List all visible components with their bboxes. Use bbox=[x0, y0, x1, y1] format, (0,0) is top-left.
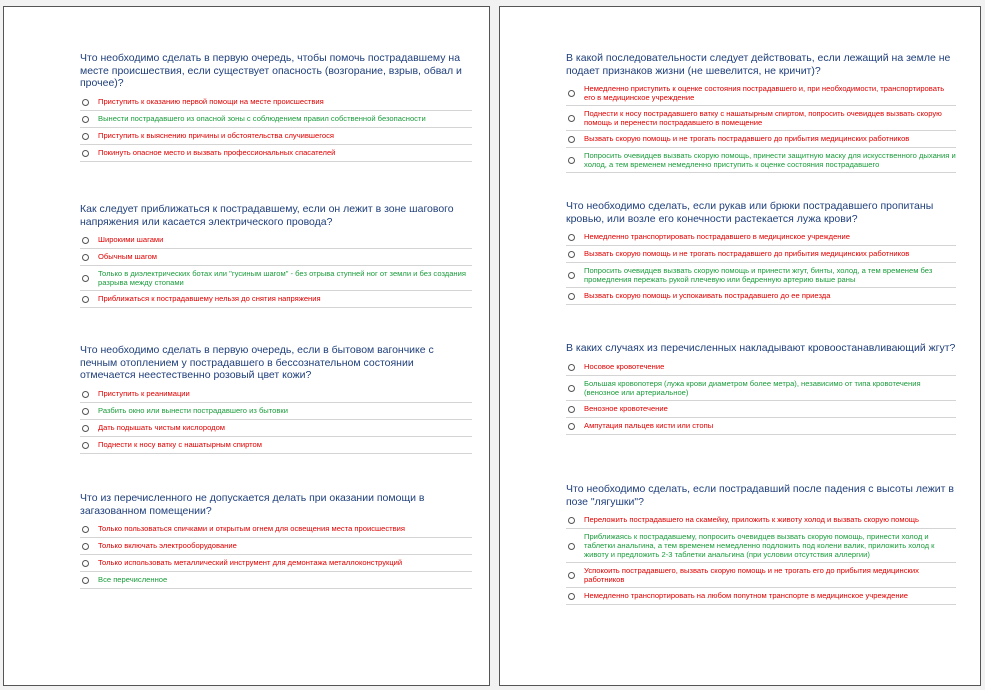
radio-button[interactable] bbox=[82, 254, 89, 261]
radio-button[interactable] bbox=[82, 99, 89, 106]
answer-option[interactable] bbox=[566, 563, 956, 588]
radio-button[interactable] bbox=[568, 136, 575, 143]
answer-option[interactable] bbox=[80, 420, 472, 437]
question-text: Как следует приближаться к пострадавшему, если он лежит в зоне шагового напряжения или касается электрического провода? bbox=[80, 203, 454, 228]
radio-button[interactable] bbox=[568, 572, 575, 579]
answer-label: Поднести к носу ватку с нашатырным спиртом bbox=[98, 439, 262, 449]
answer-option[interactable] bbox=[566, 148, 956, 173]
radio-button[interactable] bbox=[82, 275, 89, 282]
radio-button[interactable] bbox=[568, 385, 575, 392]
answer-option[interactable] bbox=[566, 588, 956, 605]
radio-button[interactable] bbox=[82, 296, 89, 303]
question-text: Что необходимо сделать в первую очередь, чтобы помочь пострадавшему на месте происшествия, если существует опасность (возгорание, взрыв, обвал и прочее)? bbox=[80, 52, 462, 89]
answer-option[interactable] bbox=[80, 249, 472, 266]
answer-option[interactable] bbox=[80, 145, 472, 162]
answer-label: Вызвать скорую помощь и успокаивать пострадавшего до ее приезда bbox=[584, 291, 831, 300]
answer-label: Вынести пострадавшего из опасной зоны с соблюдением правил собственной безопасности bbox=[98, 113, 426, 123]
answer-label: Немедленно транспортировать пострадавшего в медицинское учреждение bbox=[584, 232, 850, 241]
answer-option[interactable] bbox=[566, 106, 956, 131]
answer-label: Носовое кровотечение bbox=[584, 361, 665, 371]
radio-button[interactable] bbox=[568, 517, 575, 524]
answer-option[interactable] bbox=[80, 128, 472, 145]
answer-label: Все перечисленное bbox=[98, 575, 168, 584]
radio-button[interactable] bbox=[82, 442, 89, 449]
radio-button[interactable] bbox=[82, 577, 89, 584]
answer-option[interactable] bbox=[566, 81, 956, 106]
answer-option[interactable] bbox=[80, 521, 472, 538]
answer-option[interactable] bbox=[80, 572, 472, 589]
question-text: Что необходимо сделать в первую очередь, если в бытовом вагончике с печным отоплением у пострадавшего в бессознательном состоянии отмечается неестественно розовый цвет кожи? bbox=[80, 344, 434, 381]
question-text: Что необходимо сделать, если рукав или брюки пострадавшего пропитаны кровью, или возле его конечности растекается лужа крови? bbox=[566, 200, 934, 225]
question-text: Что необходимо сделать, если пострадавший после падения с высоты лежит в позе "лягушки"? bbox=[566, 483, 954, 508]
question-block bbox=[80, 52, 472, 162]
question-text: Что из перечисленного не допускается делать при оказании помощи в загазованном помещении? bbox=[80, 492, 425, 517]
answer-label: Приближаясь к пострадавшему, попросить очевидцев вызвать скорую помощь, принести холод и таблетки анальгина, а тем временем немедленно подложить под колени валик, приложить холод к животу и предложить 2-3 таблетки анальгина (при условии отсутствия аллергии) bbox=[584, 532, 935, 559]
radio-button[interactable] bbox=[568, 543, 575, 550]
answer-label: Широкими шагами bbox=[98, 235, 164, 244]
answer-option[interactable] bbox=[566, 376, 956, 401]
answer-label: Приступить к реанимации bbox=[98, 388, 190, 398]
answer-label: Только в диэлектрических ботах или "гусиным шагом" - без отрыва ступней ног от земли и без создания разрыва между стопами bbox=[98, 269, 466, 287]
radio-button[interactable] bbox=[568, 406, 575, 413]
answer-label: Попросить очевидцев вызвать скорую помощь, принести защитную маску для искусственного дыхания и холод, а тем временем немедленно приступить к оценке состояния пострадавшего bbox=[584, 151, 956, 169]
answer-option[interactable] bbox=[566, 359, 956, 376]
answer-label: Венозное кровотечение bbox=[584, 403, 668, 413]
answer-label: Приближаться к пострадавшему нельзя до снятия напряжения bbox=[98, 294, 321, 303]
answer-option[interactable] bbox=[566, 263, 956, 288]
radio-button[interactable] bbox=[568, 423, 575, 430]
question-text: В каких случаях из перечисленных накладывают кровоостанавливающий жгут? bbox=[566, 342, 956, 354]
radio-button[interactable] bbox=[568, 251, 575, 258]
question-block bbox=[80, 203, 472, 308]
radio-button[interactable] bbox=[568, 234, 575, 241]
answer-label: Попросить очевидцев вызвать скорую помощь и принести жгут, бинты, холод, а тем временем без промедления пережать рукой плечевую или бедренную артерию выше раны bbox=[584, 266, 933, 284]
right-page bbox=[499, 6, 981, 686]
answer-option[interactable] bbox=[80, 555, 472, 572]
answer-option[interactable] bbox=[80, 94, 472, 111]
radio-button[interactable] bbox=[568, 157, 575, 164]
radio-button[interactable] bbox=[82, 133, 89, 140]
answer-label: Разбить окно или вынести пострадавшего из бытовки bbox=[98, 405, 288, 415]
radio-button[interactable] bbox=[568, 593, 575, 600]
question-block bbox=[566, 52, 956, 173]
answer-label: Успокоить пострадавшего, вызвать скорую помощь и не трогать его до прибытия медицинских работников bbox=[584, 566, 919, 584]
answer-option[interactable] bbox=[80, 266, 472, 291]
answer-option[interactable] bbox=[566, 418, 956, 435]
answer-option[interactable] bbox=[566, 131, 956, 148]
answer-option[interactable] bbox=[566, 229, 956, 246]
answer-option[interactable] bbox=[80, 232, 472, 249]
answer-label: Только пользоваться спичками и открытым огнем для освещения места происшествия bbox=[98, 524, 406, 533]
answer-label: Вызвать скорую помощь и не трогать пострадавшего до прибытия медицинских работников bbox=[584, 249, 910, 258]
answer-label: Поднести к носу пострадавшего ватку с нашатырным спиртом, попросить очевидцев вызвать скорую помощь и перенести пострадавшего в помещение bbox=[584, 109, 942, 127]
question-block bbox=[80, 344, 472, 454]
question-block bbox=[80, 492, 472, 589]
answer-label: Обычным шагом bbox=[98, 252, 158, 261]
question-block bbox=[566, 483, 956, 605]
answer-label: Только включать электрооборудование bbox=[98, 541, 237, 550]
radio-button[interactable] bbox=[82, 560, 89, 567]
answer-option[interactable] bbox=[80, 403, 472, 420]
answer-label: Покинуть опасное место и вызвать профессиональных спасателей bbox=[98, 147, 336, 157]
answer-label: Приступить к оказанию первой помощи на месте происшествия bbox=[98, 96, 324, 106]
answer-label: Немедленно приступить к оценке состояния пострадавшего и, при необходимости, транспортировать его в медицинское учреждение bbox=[584, 84, 945, 102]
answer-option[interactable] bbox=[80, 437, 472, 454]
question-text: В какой последовательности следует действовать, если лежащий на земле не подает признаков жизни (не шевелится, не кричит)? bbox=[566, 52, 951, 77]
question-block bbox=[566, 200, 956, 305]
radio-button[interactable] bbox=[82, 526, 89, 533]
answer-option[interactable] bbox=[80, 111, 472, 128]
radio-button[interactable] bbox=[82, 237, 89, 244]
answer-option[interactable] bbox=[80, 538, 472, 555]
answer-option[interactable] bbox=[566, 401, 956, 418]
radio-button[interactable] bbox=[82, 543, 89, 550]
radio-button[interactable] bbox=[568, 90, 575, 97]
radio-button[interactable] bbox=[82, 150, 89, 157]
answer-option[interactable] bbox=[566, 512, 956, 529]
answer-option[interactable] bbox=[566, 529, 956, 563]
radio-button[interactable] bbox=[568, 272, 575, 279]
left-page bbox=[3, 6, 490, 686]
answer-label: Дать подышать чистым кислородом bbox=[98, 422, 226, 432]
radio-button[interactable] bbox=[82, 391, 89, 398]
question-block bbox=[566, 342, 956, 435]
radio-button[interactable] bbox=[568, 364, 575, 371]
radio-button[interactable] bbox=[82, 116, 89, 123]
radio-button[interactable] bbox=[568, 293, 575, 300]
answer-label: Только использовать металлический инструмент для демонтажа металлоконструкций bbox=[98, 558, 403, 567]
radio-button[interactable] bbox=[82, 408, 89, 415]
answer-label: Приступить к выяснению причины и обстоятельства случившегося bbox=[98, 130, 334, 140]
answer-option[interactable] bbox=[80, 291, 472, 308]
answer-label: Переложить пострадавшего на скамейку, приложить к животу холод и вызвать скорую помощь bbox=[584, 515, 920, 524]
answer-option[interactable] bbox=[566, 288, 956, 305]
answer-label: Ампутация пальцев кисти или стопы bbox=[584, 420, 714, 430]
answer-label: Немедленно транспортировать на любом попутном транспорте в медицинское учреждение bbox=[584, 591, 909, 600]
radio-button[interactable] bbox=[82, 425, 89, 432]
answer-label: Большая кровопотеря (лужа крови диаметром более метра), независимо от типа кровотечения (венозное или артериальное) bbox=[584, 378, 921, 397]
radio-button[interactable] bbox=[568, 115, 575, 122]
answer-option[interactable] bbox=[566, 246, 956, 263]
answer-option[interactable] bbox=[80, 386, 472, 403]
answer-label: Вызвать скорую помощь и не трогать пострадавшего до прибытия медицинских работников bbox=[584, 134, 910, 143]
